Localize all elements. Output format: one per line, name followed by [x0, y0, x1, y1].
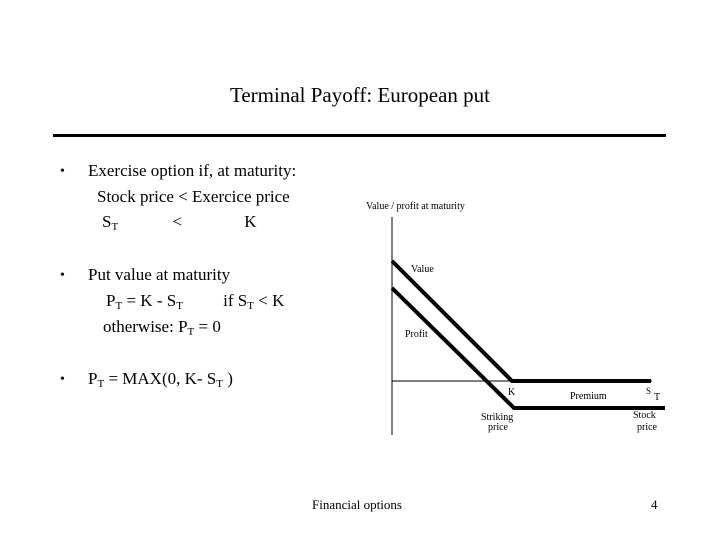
otherwise-text: otherwise: P [103, 317, 188, 336]
y-axis-label: Value / profit at maturity [366, 201, 465, 212]
subscript: T [216, 378, 223, 390]
subscript: T [115, 300, 123, 312]
paren: ) [227, 369, 233, 388]
page-number: 4 [651, 497, 658, 512]
k-symbol: K [244, 212, 257, 231]
subscript: T [176, 300, 183, 312]
striking-label-2: price [488, 422, 508, 433]
striking-label: Striking [481, 412, 514, 423]
formula: = K - S [126, 291, 177, 310]
subscript: T [187, 326, 195, 338]
condition: if S [223, 291, 248, 310]
formula: = MAX(0, K- S [108, 369, 217, 388]
subscript: T [247, 300, 254, 312]
bullet-icon: • [60, 164, 65, 179]
profit-label: Profit [405, 329, 428, 340]
bullet-1-line2: Stock price < Exercice price [97, 187, 290, 206]
slide-title: Terminal Payoff: European put [230, 83, 490, 107]
footer-title: Financial options [312, 497, 402, 512]
st-symbol: S [102, 212, 112, 231]
condition-rest: < K [258, 291, 285, 310]
bullet-2-text: Put value at maturity [88, 265, 231, 284]
subscript: T [97, 378, 105, 390]
value-line [392, 261, 651, 381]
profit-line [392, 288, 665, 408]
st-label: S [646, 386, 652, 396]
subscript: T [111, 221, 119, 233]
formula: = 0 [198, 317, 221, 336]
st-sub-label: T [654, 392, 661, 403]
value-label: Value [411, 264, 434, 275]
p-symbol: P [106, 291, 116, 310]
premium-label: Premium [570, 391, 607, 402]
bullet-icon: • [60, 372, 65, 387]
p-symbol: P [88, 369, 98, 388]
stock-label: Stock [633, 410, 656, 421]
less-than: < [172, 212, 183, 231]
bullet-1-text: Exercise option if, at maturity: [88, 161, 297, 180]
stock-label-2: price [637, 422, 657, 433]
bullet-icon: • [60, 268, 65, 283]
k-label: K [508, 387, 516, 398]
